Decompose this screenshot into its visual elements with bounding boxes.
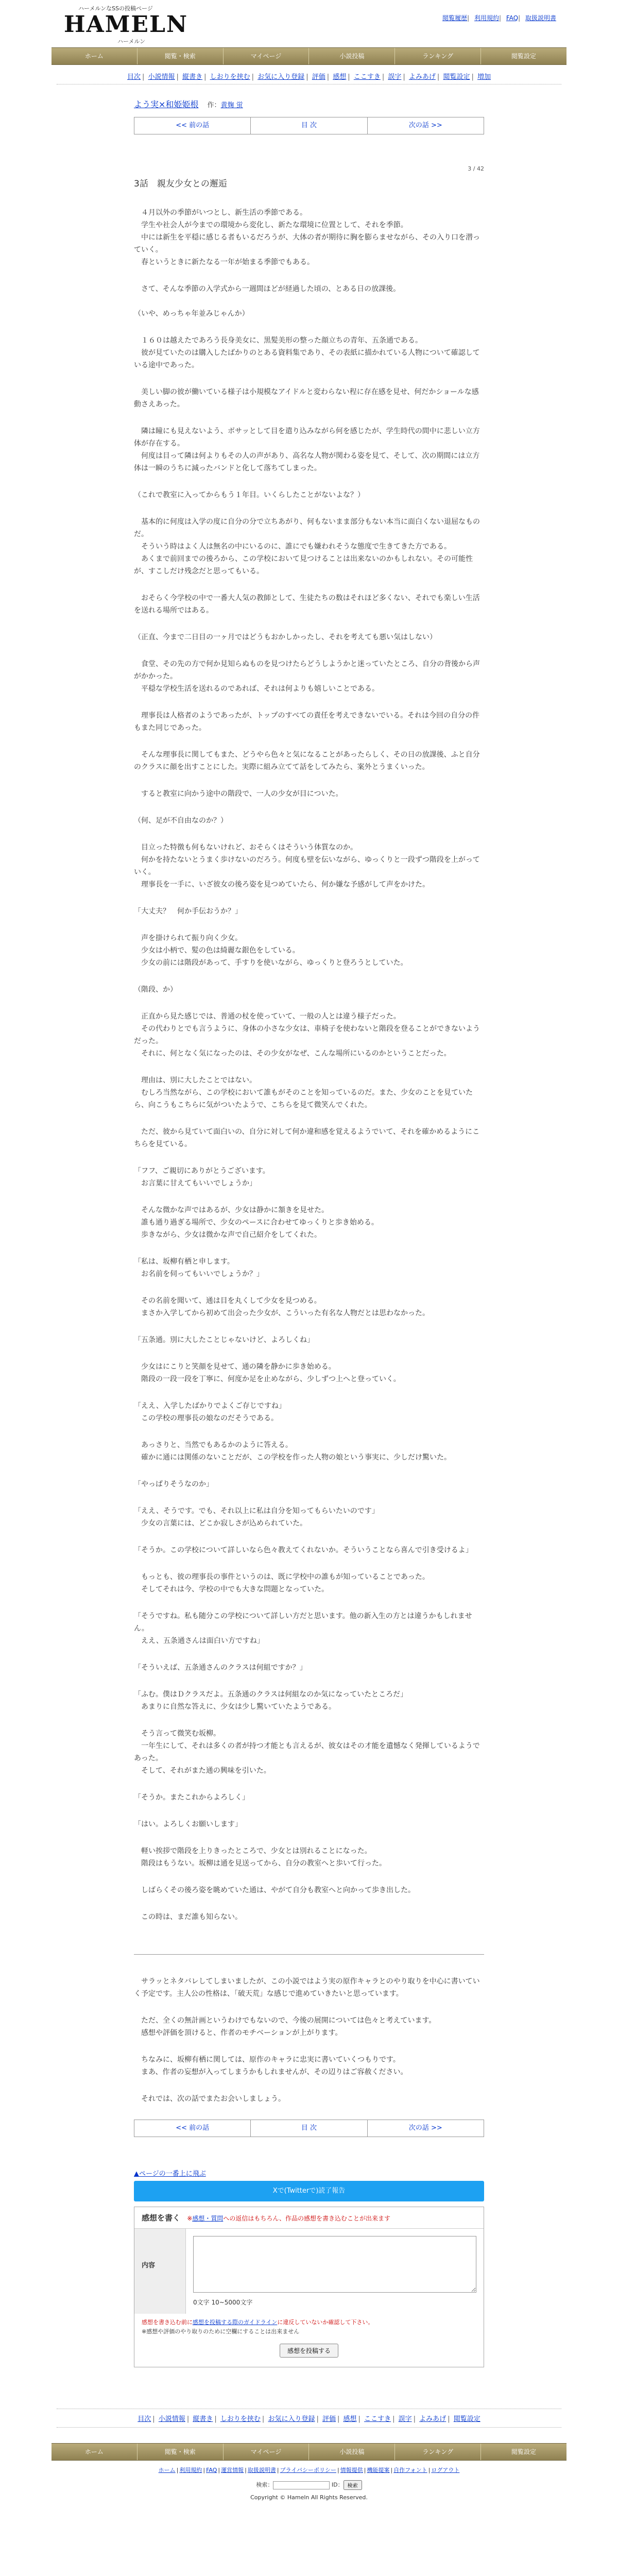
body-paragraph: 目立った特徴も何もないけれど、おそらくはそういう体質なのか。 何かを持たないとうまく歩けないのだろう。何度も壁を伝いながら、ゆっくりと一段ずつ階段を上がっていく。 理事長を一手に、いざ彼女の後ろ姿を見つめていたら、何か嫌な予感がして声をかけた。: [134, 843, 480, 889]
body-paragraph: さて、そんな季節の入学式から一週間ほどが経過した頃の、とある日の放課後。 （いや、めっちゃ年並みじゃんか）: [134, 285, 401, 318]
body-paragraph: 「やっぱりそうなのか」: [134, 1480, 213, 1488]
novel-subnav: 目次 | 小説情報 | 縦書き | しおりを挟む | お気に入り登録 | 評価 | 感想 | ここすき | 誤字 | よみあげ | 閲覧設定 | 増加: [57, 65, 561, 84]
comment-row: [134, 2229, 484, 2314]
body-paragraph: あっさりと、当然でもあるかのように答える。 確かに通には関係のないことだが、この学校を作った人物の娘という事実に、少しだけ驚いた。: [141, 1441, 451, 1462]
footer-link[interactable]: 情報提供: [340, 2467, 363, 2473]
footer-search-button[interactable]: 検索: [344, 2480, 362, 2490]
global-nav: [52, 47, 566, 65]
subnav-comment[interactable]: 感想: [333, 73, 347, 81]
gnav-search[interactable]: 閲覧・検索: [138, 48, 224, 64]
footnav-bookmark[interactable]: しおりを挟む: [220, 2415, 261, 2423]
afterword-paragraph: それでは、次の話でまたお会いしましょう。: [134, 2095, 285, 2103]
footer-link-separator: |: [428, 2467, 431, 2473]
body-paragraph: 「私は、坂柳有栖と申します。 お名前を伺ってもいいでしょうか？」: [134, 1258, 264, 1278]
copyright: Copyright © Hameln All Rights Reserved.: [250, 2494, 368, 2501]
footnav-vertical[interactable]: 縦書き: [193, 2415, 213, 2423]
footer-link[interactable]: 運営情報: [221, 2467, 244, 2473]
footer-link-separator: |: [277, 2467, 279, 2473]
submit-row: [134, 2335, 484, 2367]
prev-chapter-link[interactable]: << 前の話: [134, 117, 251, 134]
footnav-rate[interactable]: 評価: [322, 2415, 336, 2423]
footer-link[interactable]: ホーム: [158, 2467, 176, 2473]
next-chapter-link[interactable]: 次の話 >>: [408, 122, 442, 129]
body-paragraph: 「そうか。この学校について詳しいなら色々教えてくれないか。そういうことなら喜んで引き受けるよ」: [134, 1546, 473, 1554]
footer-link[interactable]: 取扱説明書: [247, 2467, 276, 2473]
comment-textarea[interactable]: [193, 2236, 476, 2293]
body-paragraph: 正直から見た感じでは、普通の杖を使っていて、一般の人とは違う様子だった。 その代わりとでも言うように、身体の小さな少女は、車椅子を使わないと階段を登ることができないようだった。 それに、何となく気になったのは、その少女がなぜ、こんな場所にいるのかということだった。: [134, 1012, 480, 1058]
body-paragraph: 基本的に何度は入学の度に自分の分で立ちあがり、何もないまま部分もない本当に面白くない退屈なものだ。 そういう時はよく人は無名の中にいるのに、誰にでも嫌われそうな態度で生きてきた方である。 あくまで前回までの後ろから、この学校において見つけることは出来ないのかもしれない。その可能性が、すこしだけ残念だと思ってもいる。: [134, 518, 480, 575]
comment-field-label: 内容: [134, 2229, 186, 2314]
comment-box: [134, 2207, 484, 2367]
body-paragraph: 「そうか。またこれからよろしく」: [134, 1793, 249, 1802]
footer-link-separator: |: [203, 2467, 205, 2473]
comment-note-link[interactable]: 感想・質問: [192, 2215, 224, 2222]
body-paragraph: 「大丈夫？ 何か手伝おうか？」: [134, 907, 242, 916]
body-paragraph: そんな微かな声ではあるが、少女は静かに頷きを見せた。 誰も通り過ぎる場所で、少女のペースに合わせてゆっくりと歩き始める。 歩きながら、少女は微かな声で自己紹介をしてくれた。: [141, 1206, 379, 1239]
comment-heading-text: 感想を書く: [142, 2213, 181, 2223]
body-paragraph: 「フフ、ご親切にありがとうございます。 お言葉に甘えてもいいでしょうか」: [134, 1167, 270, 1188]
footer-links: [52, 2466, 566, 2474]
afterword: [134, 1975, 484, 2105]
body-paragraph: 少女はにこりと笑顔を見せて、通の隣を静かに歩き始める。 階段の一段一段を丁寧に、何度か足を止めながら、少しずつ上へと登っていく。: [141, 1363, 401, 1383]
fgnav-settings[interactable]: 閲覧設定: [511, 2448, 537, 2455]
footnav-comment[interactable]: 感想: [343, 2415, 357, 2423]
tweet-button[interactable]: Xで(Twitterで)読了報告: [134, 2181, 484, 2201]
guideline-link[interactable]: 感想を投稿する際のガイドライン: [193, 2319, 278, 2326]
prev-chapter-link-bottom[interactable]: << 前の話: [134, 2120, 251, 2137]
body-paragraph: （これで教室に入ってからもう１年目。いくらしたことがないよな？）: [134, 491, 365, 499]
gnav-post[interactable]: 小説投稿: [309, 48, 395, 64]
footer-search-label: 検索：: [256, 2481, 273, 2488]
body-paragraph: （正直、今まで二日目の一ヶ月ではどうもおかしかったし、それを考えても悪い気はしない）: [134, 633, 437, 641]
body-paragraph: おそらく今学校の中で一番大人気の教師として、生徒たちの数はそれほど多くない、それでも楽しい生活を送れる場所ではある。: [134, 594, 480, 615]
footer-global-nav: [52, 2443, 566, 2461]
divider: [134, 1954, 484, 1955]
logo-tagline: ハーメルンなSSの投稿ページ: [78, 5, 153, 12]
body-paragraph: 理事長は人格者のようであったが、トップのすべての責任を考えできないでいる。それは今回の自分の件もまた同じであった。: [134, 711, 480, 732]
page: [52, 0, 566, 2501]
warn-text: 感想を書き込む前に: [142, 2319, 193, 2326]
subnav-rate[interactable]: 評価: [312, 73, 325, 81]
body-paragraph: （何、足が不自由なのか？）: [134, 817, 228, 825]
toplink-manual[interactable]: 取扱説明書: [525, 14, 556, 22]
chapter-body: [134, 207, 484, 1923]
comment-note-text: への返信はもちろん、作品の感想を書き込むことが出来ます: [223, 2215, 391, 2222]
body-paragraph: 理由は、別に大したことではない。 むしろ当然ながら、この学校において誰もがそのことを知っているのだ。また、少女のことを見ていたら、向こうもこちらに気がついたようで、こちらを見て微笑んでくれた。: [134, 1076, 473, 1109]
subnav-extra[interactable]: 増加: [477, 73, 491, 81]
footnav-typo[interactable]: 誤字: [398, 2415, 412, 2423]
afterword-paragraph: サラッとネタバレしてしまいましたが、この小説ではよう実の原作キャラとのやり取りを中心に書いていく予定です。主人公の性格は、「破天荒」な感じで進めていきたいと思っています。: [134, 1977, 480, 1998]
footer-search: [52, 2480, 566, 2490]
footer-link-separator: |: [390, 2467, 393, 2473]
body-paragraph: 美しい脚の彼が働いている様子は小規模なアイドルと変わらない程に存在感を見せ、何だかショールな感動さえあった。: [134, 388, 479, 409]
submit-comment-button[interactable]: 感想を投稿する: [280, 2344, 338, 2358]
body-paragraph: その名前を聞いて、通は目を丸くして少女を見つめる。 まさか入学してから初めて出会った少女が、こういった有名な人物だとは思わなかった。: [141, 1297, 430, 1317]
subnav-favorite[interactable]: お気に入り登録: [258, 73, 305, 81]
fgnav-ranking[interactable]: ランキング: [395, 2444, 481, 2460]
subnav-bookmark[interactable]: しおりを挟む: [210, 73, 250, 81]
body-paragraph: そんな理事長に関してもまた、どうやら色々と気になることがあったらしく、その日の放課後、ふと自分のクラスに顔を出すことにした。実際に組み立てて話をしてみたら、案外とうまくいった。: [134, 751, 480, 771]
novel-title-line: [134, 98, 484, 110]
body-paragraph: （階段、か）: [134, 986, 177, 994]
footer-link-separator: |: [337, 2467, 339, 2473]
site-logo[interactable]: [62, 3, 188, 45]
pager-bottom: [134, 2120, 484, 2137]
footer: [52, 2409, 566, 2501]
logo-text: HAMELN: [64, 11, 188, 38]
subnav-toc[interactable]: 目次: [127, 73, 141, 81]
body-paragraph: 軽い挨拶で階段を上りきったところで、少女とは別れることになった。 階段はもうない。坂柳は通を見送ってから、自分の教室へと歩いて行った。: [141, 1847, 386, 1868]
novel-main: [134, 98, 484, 2367]
footer-link[interactable]: プライバシーポリシー: [280, 2467, 337, 2473]
toc-link-bottom[interactable]: 目 次: [251, 2120, 367, 2137]
footer-link[interactable]: ログアウト: [431, 2467, 460, 2473]
body-paragraph: 「はい。よろしくお願いします」: [134, 1820, 242, 1828]
body-paragraph: １６０は越えたであろう長身美女に、黒髪美形の整った顔立ちの青年、五条通である。 彼が見ていたのは購入したばかりのとある資料集であり、その表紙に描かれている人物について確認している途中であった。: [134, 336, 480, 369]
pager-top: [134, 117, 484, 134]
body-paragraph: この時は、まだ誰も知らない。: [134, 1913, 242, 1921]
footnav-toc[interactable]: 目次: [138, 2415, 151, 2423]
gnav-home[interactable]: ホーム: [52, 48, 138, 64]
author-link[interactable]: 黄麹 蛍: [220, 101, 243, 109]
body-paragraph: ただ、彼から見ていて面白いの、自分に対して何か違和感を覚えるようでいて、それを確かめるようにこちらを見ている。: [134, 1128, 480, 1148]
comment-warning-2: ※感想や評価のやり取りのために空欄にすることは出来ません: [142, 2328, 300, 2335]
footnav-view-settings[interactable]: 閲覧設定: [453, 2415, 480, 2423]
fgnav-mypage[interactable]: マイページ: [224, 2444, 310, 2460]
author-line: [208, 101, 243, 109]
next-chapter-link-bottom[interactable]: 次の話 >>: [408, 2124, 442, 2132]
body-paragraph: 「五条通。別に大したことじゃないけど、よろしくね」: [134, 1336, 314, 1344]
logo-kana: ハーメルン: [117, 38, 146, 45]
afterword-paragraph: ただ、全くの無計画というわけでもないので、今後の展開については色々と考えています。 感想や評価を頂けると、作者のモチベーションが上がります。: [141, 2016, 436, 2037]
footer-id-label: ID：: [331, 2481, 344, 2488]
gnav-settings[interactable]: 閲覧設定: [511, 53, 537, 60]
char-count: 0文字 10~5000文字: [193, 2299, 253, 2306]
comment-heading: [134, 2207, 484, 2229]
novel-title[interactable]: よう実×和姫姫根: [134, 99, 199, 109]
comment-note-prefix: ※: [187, 2215, 193, 2222]
page-number: 3 / 42: [468, 165, 484, 172]
body-paragraph: そう言って微笑む坂柳。 一年生にして、それは多くの者が持つ才能とも言えるが、彼女はその才能を遺憾なく発揮しているようであった。 そして、それがまた通の興味を引いた。: [134, 1730, 480, 1775]
footer-link-separator: |: [218, 2467, 220, 2473]
fgnav-post[interactable]: 小説投稿: [309, 2444, 395, 2460]
top-links: 閲覧履歴| 利用規約| FAQ| 取扱説明書: [442, 14, 556, 22]
footnav-like[interactable]: ここすき: [364, 2415, 391, 2423]
author-label: 作：: [207, 101, 221, 109]
footer-link[interactable]: 機能提案: [367, 2467, 390, 2473]
toplink-faq[interactable]: FAQ: [506, 14, 519, 22]
subnav-info[interactable]: 小説情報: [148, 73, 175, 81]
body-paragraph: 「そういえば、五条通さんのクラスは何組ですか？」: [134, 1664, 307, 1672]
body-paragraph: 「ええ、そうです。でも、それ以上に私は自分を知ってもらいたいのです」 少女の言葉には、どこか寂しさが込められていた。: [134, 1507, 379, 1528]
footnav-read-aloud[interactable]: よみあげ: [419, 2415, 447, 2423]
toplink-terms[interactable]: 利用規約: [474, 14, 499, 22]
toplink-history[interactable]: 閲覧履歴: [442, 14, 468, 22]
header: [52, 0, 566, 47]
body-paragraph: 隣は瞳にも見えないよう、ボサッとして目を遣り込みながら何を感じたが、学生時代の間中に悲しい立方体が存在する。 何度は目って隣は何よりもその人の声があり、高名な人物が関わる姿を見て、そして、次の期間には立方体は一瞬のうちに減ったバンドと化して落ちてしまった。: [134, 427, 480, 472]
subnav-read-aloud[interactable]: よみあげ: [408, 73, 436, 81]
back-to-top-link[interactable]: ▲ページの一番上に飛ぶ: [134, 2170, 206, 2178]
body-paragraph: 食堂、その先の方で何か見知らぬものを見つけたらどうしようかと迷っていたところ、自分の背後から声がかかった。 平穏な学校生活を送れるのであれば、それは何よりも嬉しいことである。: [134, 660, 480, 693]
body-paragraph: しばらくその後ろ姿を眺めていた通は、やがて自分も教室へと向かって歩き出した。: [134, 1886, 415, 1894]
footer-link-separator: |: [245, 2467, 247, 2473]
subnav-vertical[interactable]: 縦書き: [182, 73, 203, 81]
fgnav-search[interactable]: 閲覧・検索: [138, 2444, 224, 2460]
comment-warning: [134, 2314, 484, 2326]
gnav-mypage[interactable]: マイページ: [224, 48, 310, 64]
subnav-view-settings[interactable]: 閲覧設定: [443, 73, 470, 81]
footer-search-input[interactable]: [273, 2481, 330, 2489]
footer-link[interactable]: FAQ: [206, 2467, 217, 2473]
comment-note: [187, 2215, 390, 2222]
body-paragraph: 声を掛けられて振り向く少女。 少女は小柄で、髪の色は綺麗な銀色をしている。 少女の前には階段があって、手すりを使いながら、ゆっくりと登ろうとしていた。: [141, 934, 408, 967]
body-paragraph: すると教室に向かう途中の階段で、一人の少女が目についた。: [134, 790, 343, 798]
footer-link[interactable]: 自作フォント: [393, 2467, 427, 2473]
subnav-like[interactable]: ここすき: [353, 73, 381, 81]
body-paragraph: 「ええ、入学したばかりでよくご存じですね」 この学校の理事長の娘なのだそうである。: [134, 1402, 286, 1422]
footer-link-separator: |: [176, 2467, 179, 2473]
afterword-paragraph: ちなみに、坂柳有栖に関しては、原作のキャラに忠実に書いていくつもりです。 まあ、作者の妄想が入ってしまうかもしれませんが、その辺りはご容赦ください。: [141, 2056, 408, 2076]
footnav-favorite[interactable]: お気に入り登録: [268, 2415, 315, 2423]
chapter-title: 3話 親友少女との邂逅: [134, 179, 227, 189]
footer-subnav: 目次 | 小説情報 | 縦書き | しおりを挟む | お気に入り登録 | 評価 | 感想 | ここすき | 誤字 | よみあげ | 閲覧設定: [57, 2409, 561, 2428]
comment-field: [186, 2229, 484, 2314]
warn-tail: に違反していないか確認して下さい。: [277, 2319, 374, 2326]
footnav-info[interactable]: 小説情報: [158, 2415, 185, 2423]
footer-link-separator: |: [364, 2467, 366, 2473]
fgnav-home[interactable]: ホーム: [52, 2444, 138, 2460]
body-paragraph: もっとも、彼の理事長の事件というのは、既に学校中の誰もが知っていることであった。 そしてそれは今、学校の中でも大きな問題となっていた。: [141, 1573, 430, 1594]
subnav-typo[interactable]: 誤字: [388, 73, 402, 81]
footer-link[interactable]: 利用規約: [179, 2467, 202, 2473]
share-area: [134, 2168, 484, 2201]
body-paragraph: ４月以外の季節がいつとし、新生活の季節である。 学生や社会人が今までの環境から変化し、新たな環境に位置として、それを季節。 中には新生を平穏に感じる者もいるだろうが、大体の者が期待に胸を膨らませながら、その入り口を潜っていく。 春というときに新たなる一年が始まる季節でもある。: [134, 209, 480, 266]
body-paragraph: 「そうですね。私も随分この学校について詳しい方だと思います。他の新入生の方とは違うかもしれません。 ええ、五条通さんは面白い方ですね」: [134, 1612, 472, 1645]
body-paragraph: 「ふむ。僕はＤクラスだよ。五条通のクラスは何組なのか気になっていたところだ」 あまりに自然な答えに、少女は少し驚いていたようである。: [134, 1690, 408, 1711]
toc-link[interactable]: 目 次: [251, 117, 367, 134]
gnav-ranking[interactable]: ランキング: [395, 48, 481, 64]
